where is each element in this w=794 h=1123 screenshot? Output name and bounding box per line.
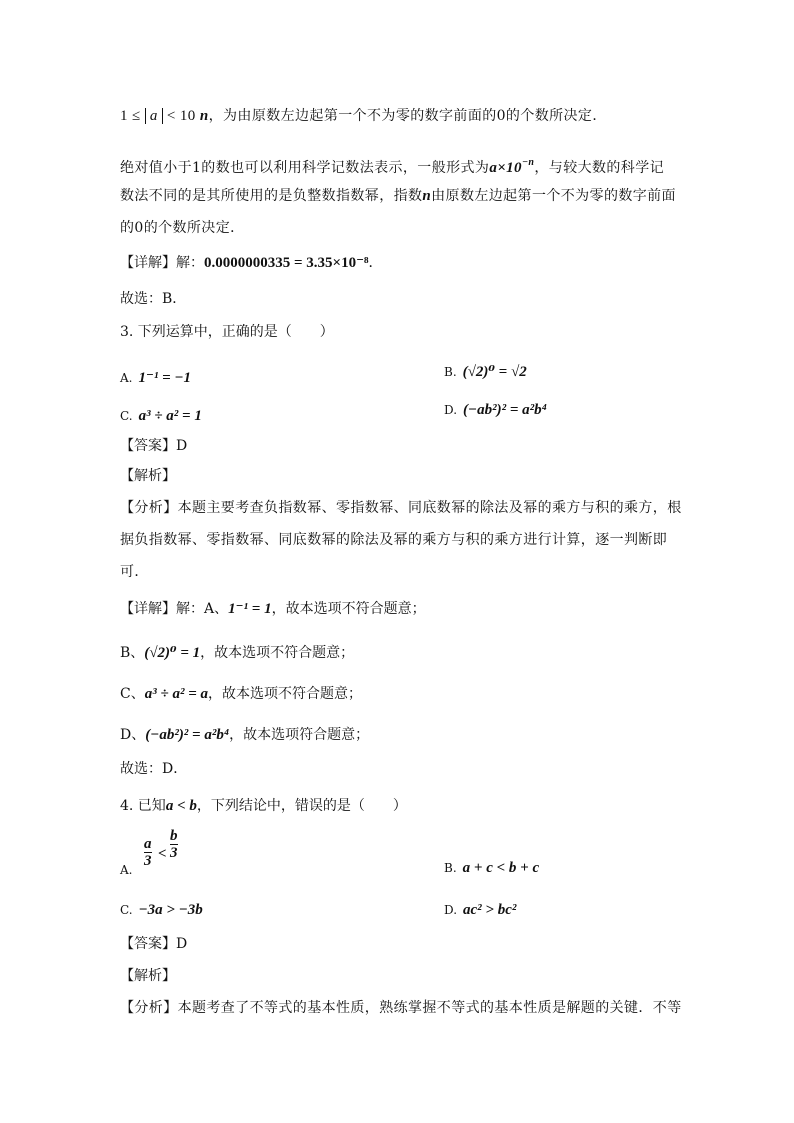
math-n: n xyxy=(422,188,432,204)
q3-detail-a: 【详解】解：A、1⁻¹ = 1，故本选项不符合题意； xyxy=(120,601,426,617)
q3-detail-b: B、(√2)⁰ = 1，故本选项不符合题意； xyxy=(120,645,355,661)
fraction-b-over-3: b 3 xyxy=(170,828,178,861)
q3-option-d: D. (−ab²)² = a²b⁴ xyxy=(444,402,547,418)
text-line-2: 绝对值小于1的数也可以利用科学记数法表示，一般形式为$a\times 10^{-n}$，与较大数的科学记 xyxy=(120,157,664,176)
q4-option-a: A. a 3 < b 3 xyxy=(120,828,178,877)
q3-detail-c: C、a³ ÷ a² = a，故本选项不符合题意； xyxy=(120,686,362,702)
q3-analysis-heading: 【解析】 xyxy=(120,468,176,484)
q3-option-b: B. (√2)⁰ = √2 xyxy=(444,364,527,380)
q3-option-c: C. a³ ÷ a² = 1 xyxy=(120,408,202,424)
q4-analysis-line-1: 【分析】本题考查了不等式的基本性质，熟练掌握不等式的基本性质是解题的关键．不等 xyxy=(120,1000,682,1016)
question-4-stem: 4. 已知a < b，下列结论中，错误的是（ ） xyxy=(120,798,407,814)
q4-option-b: B. a + c < b + c xyxy=(444,860,540,876)
q4-option-c: C. −3a > −3b xyxy=(120,902,203,918)
q4-analysis-heading: 【解析】 xyxy=(120,968,176,984)
fraction-a-over-3: a 3 xyxy=(144,836,152,869)
q3-answer: 【答案】D xyxy=(120,438,188,454)
q3-analysis-line-2: 据负指数幂、零指数幂、同底数幂的除法及幂的乘方与积的乘方进行计算，逐一判断即 xyxy=(120,532,668,548)
math-n: n xyxy=(195,108,209,124)
q3-option-a: A. 1⁻¹ = −1 xyxy=(120,370,192,386)
text-line-3: 数法不同的是其所使用的是负整数指数幂，指数n由原数左边起第一个不为零的数字前面 xyxy=(120,188,676,204)
question-3-stem: 3. 下列运算中，正确的是（ ） xyxy=(120,324,334,340)
math-range: 1 ≤ a < 10 xyxy=(120,108,196,124)
math-a-times-10-neg-n: $a\times 10^{-n}$ xyxy=(489,157,535,176)
choose-line-1: 故选：B． xyxy=(120,291,187,307)
q3-choose: 故选：D． xyxy=(120,761,188,777)
q4-option-d: D. ac² > bc² xyxy=(444,902,517,918)
text-line-1: 1 ≤ a < 10 n，为由原数左边起第一个不为零的数字前面的0的个数所决定． xyxy=(120,108,607,124)
q3-analysis-line-3: 可． xyxy=(120,564,149,580)
text-line-4: 的0的个数所决定． xyxy=(120,220,245,236)
q3-detail-d: D、(−ab²)² = a²b⁴，故本选项符合题意； xyxy=(120,727,370,743)
q4-answer: 【答案】D xyxy=(120,936,188,952)
detail-line: 【详解】解：0.0000000335 = 3.35×10⁻⁸． xyxy=(120,255,383,271)
q3-analysis-line-1: 【分析】本题主要考查负指数幂、零指数幂、同底数幂的除法及幂的乘方与积的乘方，根 xyxy=(120,500,682,516)
